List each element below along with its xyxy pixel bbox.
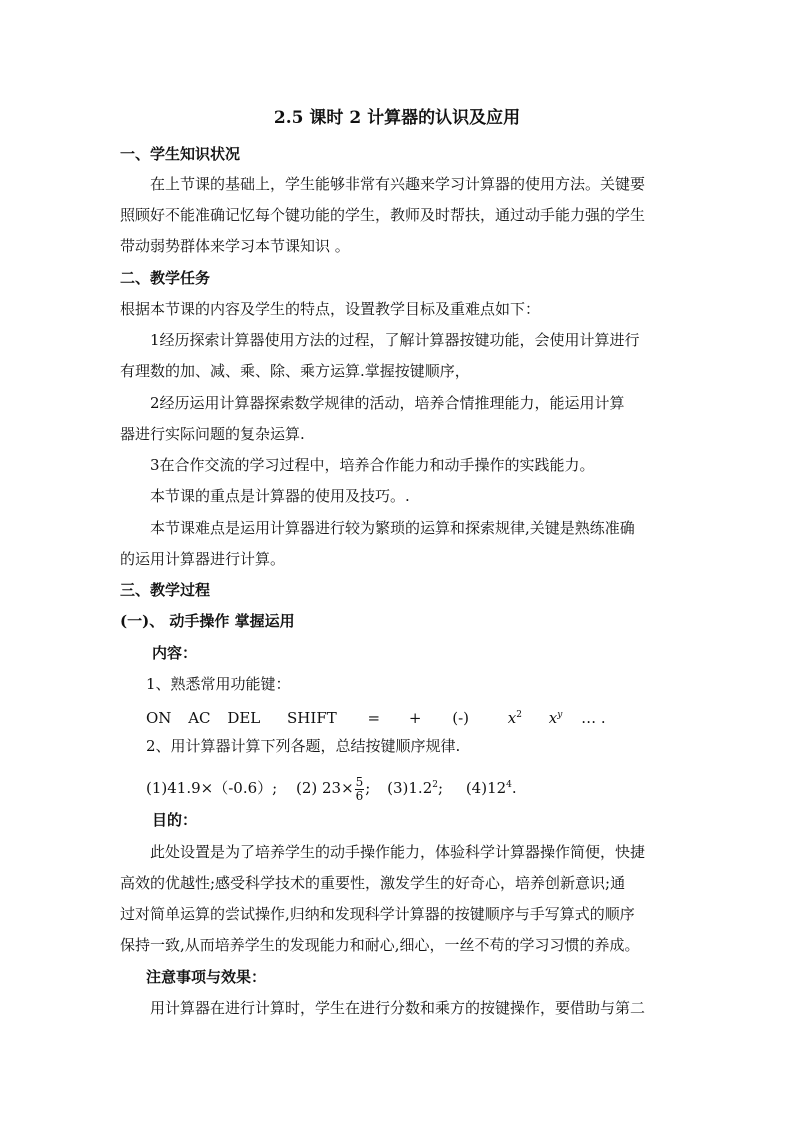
key-equals: = [367, 709, 381, 727]
paragraph-line: 有理数的加、减、乘、除、乘方运算.掌握按键顺序， [120, 362, 470, 380]
paragraph-line: 的运用计算器进行计算。 [120, 550, 286, 568]
key-on: ON [146, 709, 172, 727]
key-square: $x^2$ [507, 709, 522, 727]
section-heading-3: 三、教学过程 [120, 581, 211, 599]
paragraph-line: 2经历运用计算器探索数学规律的活动，培养合情推理能力，能运用计算 [150, 394, 625, 412]
paragraph-line: 用计算器在进行计算时，学生在进行分数和乘方的按键操作，要借助与第二 [150, 999, 646, 1017]
key-shift: SHIFT [287, 709, 337, 727]
paragraph-line: 照顾好不能准确记忆每个键功能的学生，教师及时帮扶，通过动手能力强的学生 [120, 206, 646, 224]
paragraph-line: 此处设置是为了培养学生的动手操作能力，体验科学计算器操作简便，快捷 [150, 843, 646, 861]
sub-heading: (一)、 动手操作 掌握运用 [120, 612, 295, 630]
problem-2: (2) 23× $\frac{5}{6}$ ; [295, 774, 371, 803]
function-keys-row [146, 705, 606, 728]
content-label: 内容： [152, 644, 198, 662]
paragraph-line: 1经历探索计算器使用方法的过程，了解计算器按键功能，会使用计算进行 [150, 331, 640, 349]
paragraph-line: 在上节课的基础上，学生能够非常有兴趣来学习计算器的使用方法。关键要 [150, 175, 646, 193]
paragraph-line: 带动弱势群体来学习本节课知识 。 [120, 237, 350, 255]
paragraph-line: 本节课的重点是计算器的使用及技巧。. [150, 487, 410, 505]
problems-row [146, 767, 517, 803]
key-negative: (-) [452, 709, 470, 727]
paragraph-line: 器进行实际问题的复杂运算. [120, 425, 305, 443]
page-title: 2.5 课时 2 计算器的认识及应用 [273, 108, 521, 128]
key-ac: AC [188, 709, 211, 727]
list-item: 1、熟悉常用功能键： [146, 675, 291, 693]
key-more: … . [581, 709, 606, 727]
section-heading-2: 二、教学任务 [120, 269, 211, 287]
purpose-label: 目的： [152, 811, 198, 829]
fraction: $\frac{5}{6}$ [355, 774, 364, 803]
section-heading-1: 一、学生知识状况 [120, 145, 241, 163]
list-item: 2、用计算器计算下列各题，总结按键顺序规律. [146, 737, 461, 755]
paragraph-line: 高效的优越性;感受科学技术的重要性，激发学生的好奇心，培养创新意识;通 [120, 874, 626, 892]
paragraph-line: 3在合作交流的学习过程中，培养合作能力和动手操作的实践能力。 [150, 456, 595, 474]
problem-3: $(3)1.2^2$; [387, 779, 444, 797]
problem-4: $(4)12^4$. [465, 779, 517, 797]
problem-1: (1)41.9×（-0.6）; [146, 779, 278, 797]
paragraph-line: 过对简单运算的尝试操作,归纳和发现科学计算器的按键顺序与手写算式的顺序 [120, 905, 635, 923]
paragraph-line: 根据本节课的内容及学生的特点，设置教学目标及重难点如下： [120, 300, 541, 318]
paragraph-line: 本节课难点是运用计算器进行较为繁琐的运算和探索规律,关键是熟练准确 [150, 519, 635, 537]
key-del: DEL [227, 709, 261, 727]
notes-label: 注意事项与效果： [146, 968, 267, 986]
key-power: $x^y$ [548, 709, 563, 727]
paragraph-line: 保持一致,从而培养学生的发现能力和耐心,细心，一丝不苟的学习习惯的养成。 [120, 936, 640, 954]
key-plus: + [408, 709, 422, 727]
